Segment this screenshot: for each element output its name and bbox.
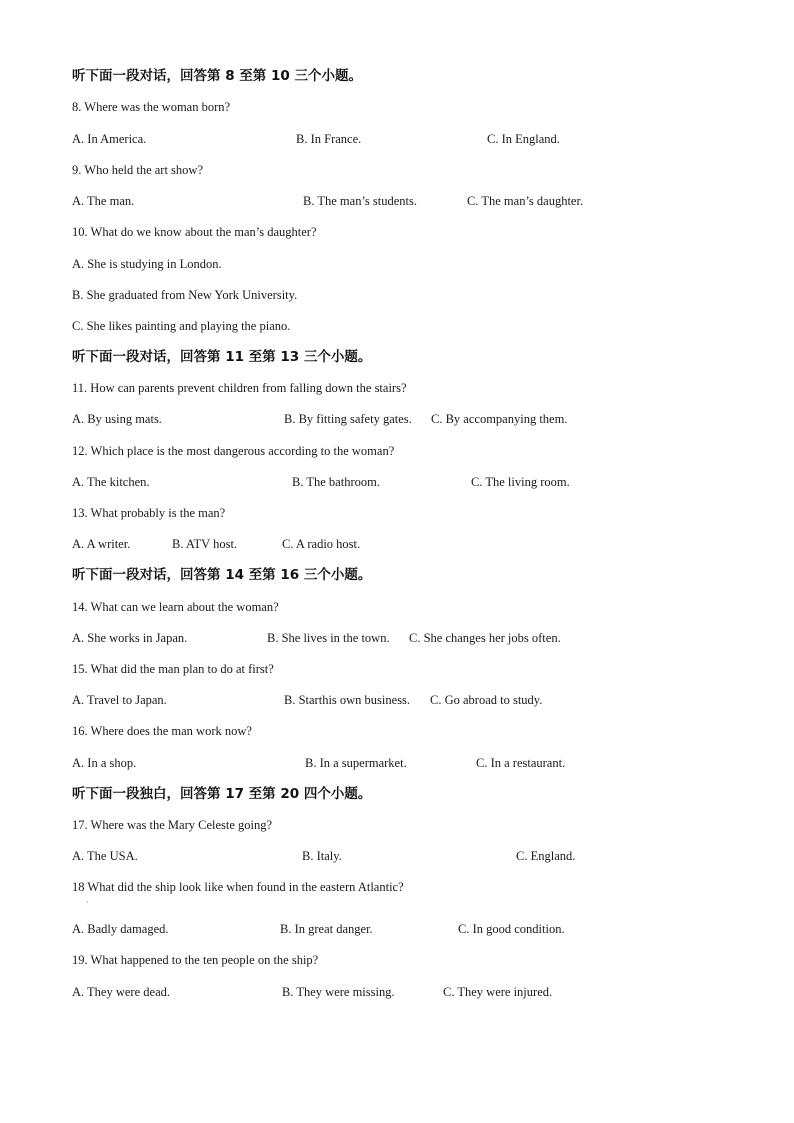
question-10: 10. What do we know about the man’s daughter?	[72, 225, 317, 239]
question-9: 9. Who held the art show?	[72, 163, 203, 177]
option-a: A. In America.	[72, 132, 147, 146]
stray-mark: ·	[86, 898, 89, 907]
section-heading: 听下面一段对话，回答第 14 至第 16 三个小题。	[72, 567, 372, 583]
option-b: B. By fitting safety gates.	[284, 412, 412, 426]
option-a: A. The USA.	[72, 849, 138, 863]
option-b: B. Italy.	[302, 849, 342, 863]
question-12: 12. Which place is the most dangerous according to the woman?	[72, 444, 395, 458]
option-a: A. The kitchen.	[72, 475, 150, 489]
option-b: B. She graduated from New York University.	[72, 288, 298, 302]
option-c: C. Go abroad to study.	[430, 693, 543, 707]
question-18: 18 What did the ship look like when found in the eastern Atlantic?	[72, 880, 404, 894]
option-c: C. The living room.	[471, 475, 570, 489]
section-heading: 听下面一段独白，回答第 17 至第 20 四个小题。	[72, 786, 372, 802]
option-b: B. She lives in the town.	[267, 631, 390, 645]
option-c: C. In a restaurant.	[476, 756, 566, 770]
question-15: 15. What did the man plan to do at first?	[72, 662, 274, 676]
option-b: B. In great danger.	[280, 922, 373, 936]
option-c: C. She likes painting and playing the piano.	[72, 319, 291, 333]
section-heading: 听下面一段对话，回答第 11 至第 13 三个小题。	[72, 349, 372, 365]
question-16: 16. Where does the man work now?	[72, 724, 252, 738]
option-a: A. Badly damaged.	[72, 922, 169, 936]
option-a: A. She is studying in London.	[72, 257, 222, 271]
option-a: A. The man.	[72, 194, 135, 208]
question-13: 13. What probably is the man?	[72, 506, 226, 520]
option-c: C. In England.	[487, 132, 560, 146]
option-b: B. In France.	[296, 132, 362, 146]
question-19: 19. What happened to the ten people on the ship?	[72, 953, 319, 967]
option-c: C. A radio host.	[282, 537, 361, 551]
option-a: A. By using mats.	[72, 412, 162, 426]
option-c: C. They were injured.	[443, 985, 553, 999]
option-b: B. The man’s students.	[303, 194, 418, 208]
option-c: C. England.	[516, 849, 576, 863]
option-b: B. Starthis own business.	[284, 693, 411, 707]
option-c: C. She changes her jobs often.	[409, 631, 561, 645]
question-11: 11. How can parents prevent children from falling down the stairs?	[72, 381, 407, 395]
option-b: B. In a supermarket.	[305, 756, 407, 770]
option-a: A. In a shop.	[72, 756, 137, 770]
option-a: A. They were dead.	[72, 985, 170, 999]
option-c: C. The man’s daughter.	[467, 194, 584, 208]
question-8: 8. Where was the woman born?	[72, 100, 231, 114]
question-14: 14. What can we learn about the woman?	[72, 600, 279, 614]
question-17: 17. Where was the Mary Celeste going?	[72, 818, 273, 832]
option-c: C. By accompanying them.	[431, 412, 568, 426]
option-a: A. A writer.	[72, 537, 131, 551]
section-heading: 听下面一段对话，回答第 8 至第 10 三个小题。	[72, 68, 362, 84]
option-a: A. She works in Japan.	[72, 631, 188, 645]
option-a: A. Travel to Japan.	[72, 693, 167, 707]
option-c: C. In good condition.	[458, 922, 565, 936]
option-b: B. ATV host.	[172, 537, 238, 551]
option-b: B. They were missing.	[282, 985, 395, 999]
option-b: B. The bathroom.	[292, 475, 380, 489]
